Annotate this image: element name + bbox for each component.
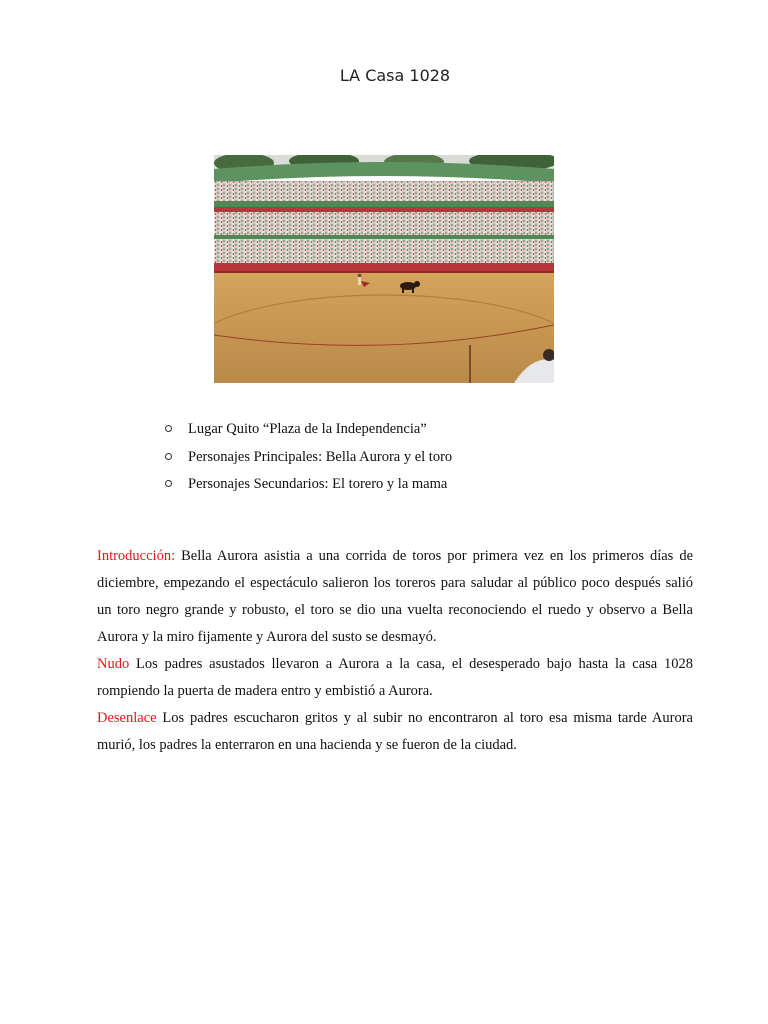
list-item: [162, 475, 452, 503]
desenlace-paragraph: [97, 705, 693, 759]
bullet-text: Lugar Quito “Plaza de la Independencia”: [188, 421, 427, 437]
list-item: [162, 448, 452, 476]
intro-label: Introducción:: [97, 548, 176, 564]
nudo-paragraph: [97, 651, 693, 705]
bullring-photo: [214, 155, 554, 383]
list-item: [162, 420, 452, 448]
bullet-text: Personajes Secundarios: El torero y la mama: [188, 476, 448, 492]
nudo-label: Nudo: [97, 656, 130, 672]
story-bullet-list: [162, 420, 452, 503]
story-body: [97, 543, 693, 759]
desenlace-label: Desenlace: [97, 710, 157, 726]
bullet-circle-icon: [165, 425, 172, 432]
bullet-text: Personajes Principales: Bella Aurora y el toro: [188, 448, 453, 465]
desenlace-text: Los padres escucharon gritos y al subir no encontraron al toro esa misma tarde Aurora murió, los padres la enterraron en una hacienda y se fueron de la ciudad.: [97, 710, 693, 753]
intro-text: Bella Aurora asistia a una corrida de toros por primera vez en los primeros días de diciembre, empezando el espectáculo salieron los toreros para saludar al público poco después salió un toro negro grande y robusto, el toro se dio una vuelta reconociendo el ruedo y observo a Bella Aurora y la miro fijamente y Aurora del susto se desmayó.: [97, 548, 693, 645]
bullet-circle-icon: [165, 453, 172, 460]
intro-paragraph: [97, 543, 693, 651]
nudo-text: Los padres asustados llevaron a Aurora a la casa, el desesperado bajo hasta la casa 1028 rompiendo la puerta de madera entro y embistió a Aurora.: [97, 656, 693, 699]
bullet-circle-icon: [165, 480, 172, 487]
document-title: LA Casa 1028: [339, 66, 451, 85]
